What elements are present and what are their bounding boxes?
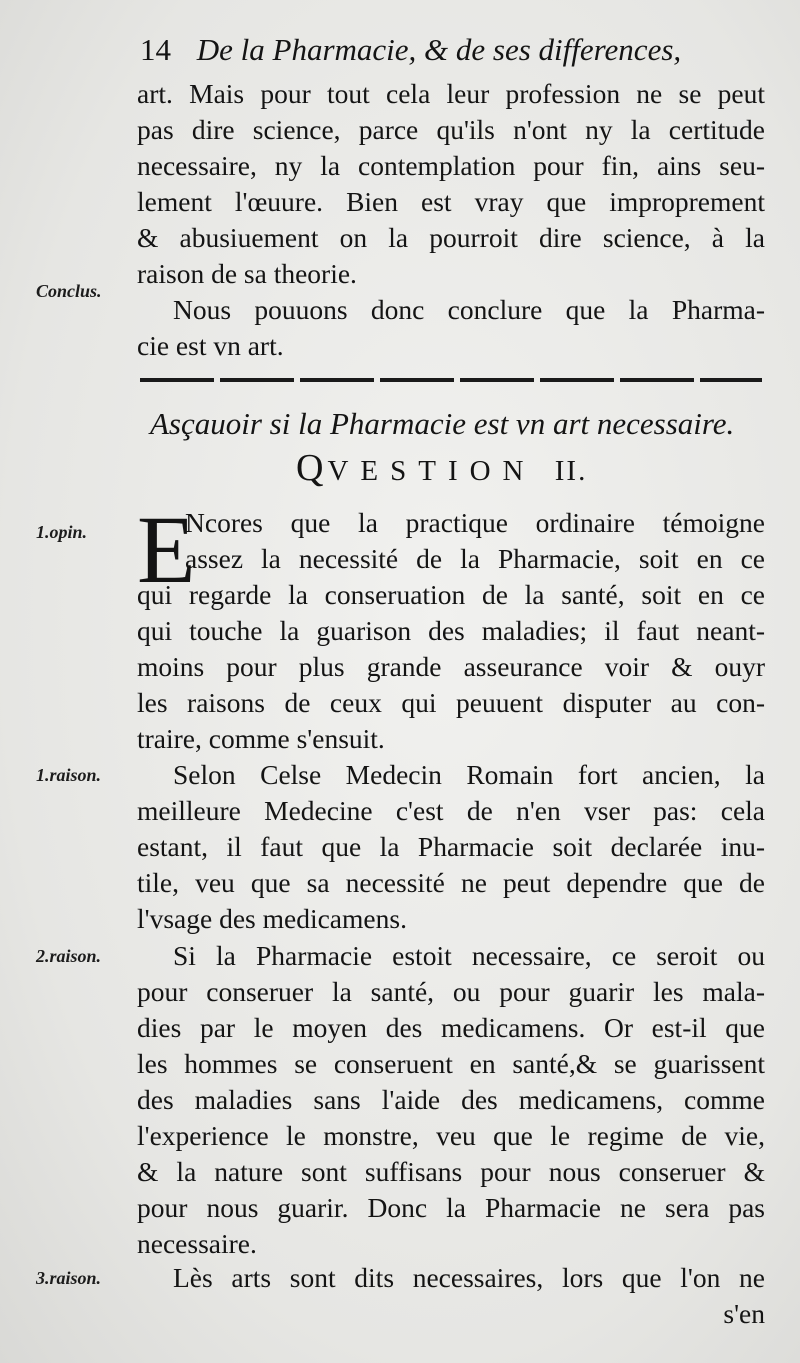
text-line: assez la necessité de la Pharmacie, soit en ce [185, 543, 765, 574]
text-line: les raisons de ceux qui peuuent disputer au con- [137, 687, 765, 718]
text-line: necessaire, ny la contemplation pour fin, ains seu- [137, 150, 765, 181]
text-line: pour conseruer la santé, ou pour guarir les mala- [137, 976, 765, 1007]
text-line: qui regarde la conseruation de la santé, soit en ce [137, 579, 765, 610]
text-line: qui touche la guarison des maladies; il faut neant- [137, 615, 765, 646]
text-line: des maladies sans l'aide des medicamens, comme [137, 1084, 765, 1115]
text-line: Nous pouuons donc conclure que la Pharma- [173, 294, 765, 325]
margin-note-conclus: Conclus. [36, 281, 102, 301]
text-line: & abusiuement on la pourroit dire science, à la [137, 222, 765, 253]
text-line: art. Mais pour tout cela leur profession ne se peut [137, 78, 765, 109]
text-line: pour nous guarir. Donc la Pharmacie ne sera pas [137, 1192, 765, 1223]
margin-note-opinion: 1.opin. [36, 522, 88, 542]
text-line: moins pour plus grande asseurance voir & ouyr [137, 651, 765, 682]
text-line: Ncores que la practique ordinaire témoigne [185, 507, 765, 538]
text-line: Selon Celse Medecin Romain fort ancien, la [173, 759, 765, 790]
reason-1-paragraph [137, 757, 765, 937]
drop-cap: E [137, 496, 196, 603]
text-line: les hommes se conseruent en santé,& se guarissent [137, 1048, 765, 1079]
text-line: pas dire science, parce qu'ils n'ont ny la certitude [137, 114, 765, 145]
text-line: necessaire. [137, 1228, 257, 1259]
text-line: cie est vn art. [137, 330, 284, 361]
margin-note-raison-1: 1.raison. [36, 765, 102, 785]
question-word: VESTION [327, 455, 536, 487]
text-line: dies par le moyen des medicamens. Or est-il que [137, 1012, 765, 1043]
page-header [140, 30, 780, 70]
running-title: De la Pharmacie, & de ses differences, [196, 32, 682, 67]
question-number: II. [554, 455, 588, 487]
text-line: lement l'œuure. Bien est vray que improprement [137, 186, 765, 217]
text-line: Lès arts sont dits necessaires, lors que l'on ne [173, 1262, 765, 1293]
conclusion-paragraph [137, 292, 765, 364]
margin-note-raison-2: 2.raison. [36, 946, 102, 966]
reason-3-paragraph [137, 1260, 765, 1332]
margin-note-raison-3: 3.raison. [36, 1268, 102, 1288]
question-heading [296, 448, 587, 491]
text-line: l'experience le monstre, veu que le regime de vie, [137, 1120, 765, 1151]
text-line: estant, il faut que la Pharmacie soit declarée inu- [137, 831, 765, 862]
opinion-paragraph [137, 496, 765, 757]
text-line: & la nature sont suffisans pour nous conseruer & [137, 1156, 765, 1187]
text-line: traire, comme s'ensuit. [137, 723, 385, 754]
question-title: Asçauoir si la Pharmacie est vn art necessaire. [150, 406, 735, 441]
text-line: l'vsage des medicamens. [137, 903, 407, 934]
catchword: s'en [723, 1298, 765, 1329]
question-initial: Q [296, 447, 328, 489]
top-paragraph [137, 76, 765, 292]
dashed-rule [140, 378, 762, 382]
text-line: raison de sa theorie. [137, 258, 357, 289]
text-line: tile, veu que sa necessité ne peut dependre que de [137, 867, 765, 898]
text-line: meilleure Medecine c'est de n'en vser pas: cela [137, 795, 765, 826]
page-number: 14 [140, 32, 171, 67]
text-line: Si la Pharmacie estoit necessaire, ce seroit ou [173, 940, 765, 971]
reason-2-paragraph [137, 938, 765, 1262]
